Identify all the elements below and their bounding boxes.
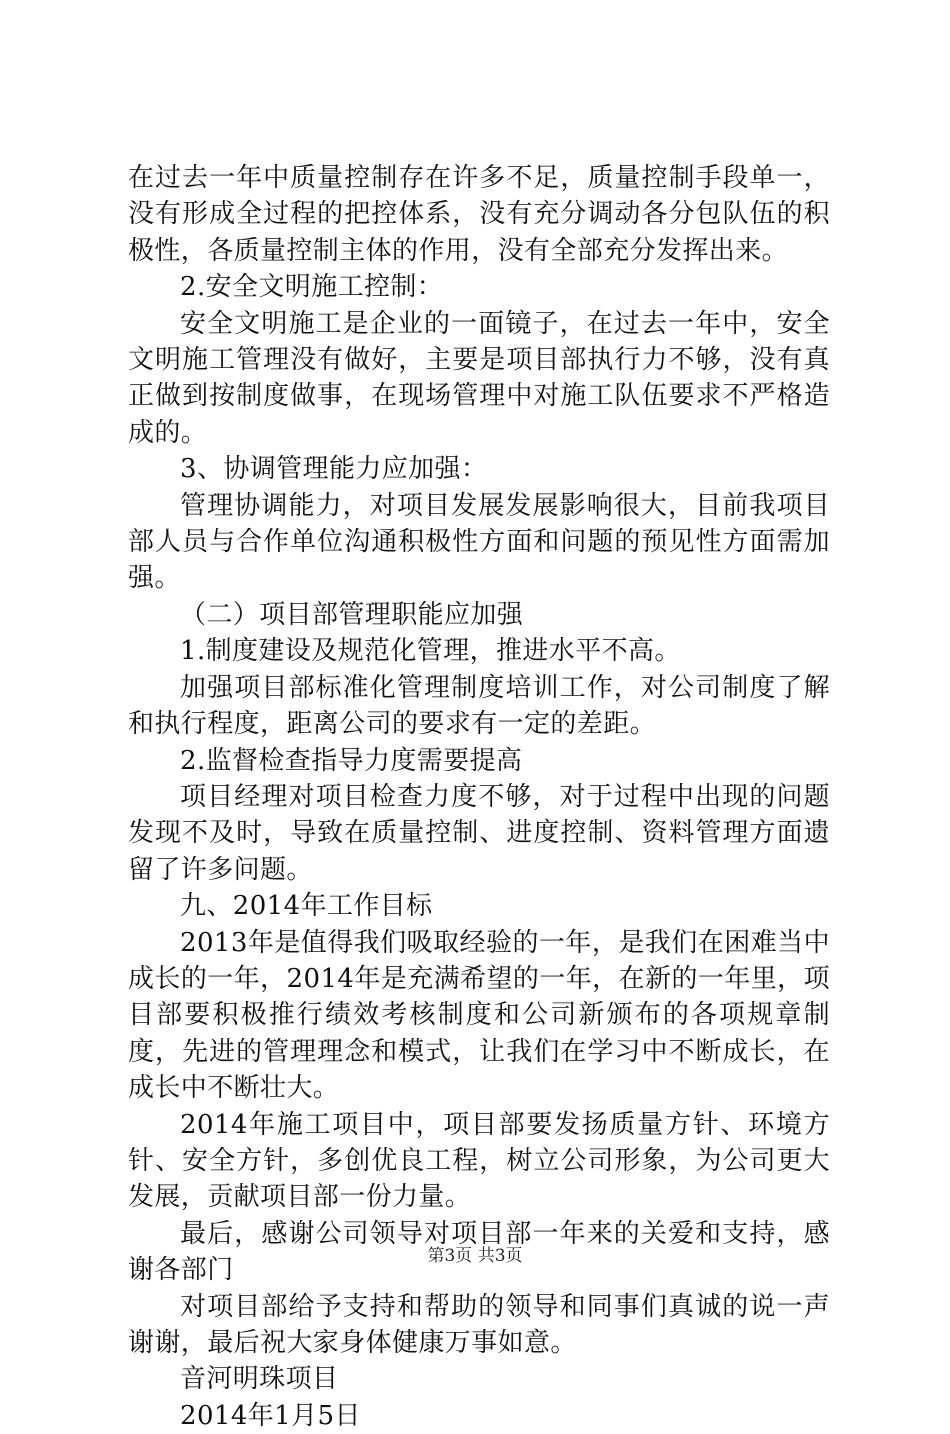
heading-2014-goals: 九、2014年工作目标 xyxy=(180,891,433,922)
paragraph-2013-review: 2013年是值得我们吸取经验的一年，是我们在困难当中成长的一年，2014年是充满希望的一年，在新的一年里，项目部要积极推行绩效考核制度和公司新颁布的各项规章制度，先进的管理理念和模式，让我们在学习中不断成长，在成长中不断壮大。 xyxy=(128,927,830,1104)
paragraph-2014-projects: 2014年施工项目中，项目部要发扬质量方针、环境方针、安全方针，多创优良工程，树立公司形象，为公司更大发展，贡献项目部一份力量。 xyxy=(128,1109,830,1213)
paragraph-system-building: 加强项目部标准化管理制度培训工作，对公司制度了解和执行程度，距离公司的要求有一定的差距。 xyxy=(128,672,830,740)
page-footer: 第3页 共3页 xyxy=(427,1246,523,1266)
paragraph-thanks-leaders: 最后，感谢公司领导对项目部一年来的关爱和支持，感谢各部门 xyxy=(128,1218,830,1286)
paragraph-supervision: 项目经理对项目检查力度不够，对于过程中出现的问题发现不及时，导致在质量控制、进度控制、资料管理方面遗留了许多问题。 xyxy=(128,781,830,885)
paragraph-coordination: 管理协调能力，对项目发展发展影响很大，目前我项目部人员与合作单位沟通积极性方面和问题的预见性方面需加强。 xyxy=(128,490,830,594)
paragraph-quality-control: 在过去一年中质量控制存在许多不足，质量控制手段单一，没有形成全过程的把控体系，没有充分调动各分包队伍的积极性，各质量控制主体的作用，没有全部充分发挥出来。 xyxy=(128,163,830,266)
heading-management-functions: （二）项目部管理职能应加强 xyxy=(180,599,524,630)
heading-coordination: 3、协调管理能力应加强： xyxy=(180,454,488,485)
signature-project-name: 音河明珠项目 xyxy=(180,1364,339,1395)
signature-date: 2014年1月5日 xyxy=(180,1400,361,1431)
paragraph-thanks-colleagues: 对项目部给予支持和帮助的领导和同事们真诚的说一声谢谢，最后祝大家身体健康万事如意。 xyxy=(128,1291,830,1358)
heading-supervision: 2.监督检查指导力度需要提高 xyxy=(180,745,523,776)
paragraph-safety-control: 安全文明施工是企业的一面镜子，在过去一年中，安全文明施工管理没有做好，主要是项目部执行力不够，没有真正做到按制度做事，在现场管理中对施工队伍要求不严格造成的。 xyxy=(128,308,830,448)
heading-safety-control: 2.安全文明施工控制： xyxy=(180,272,444,303)
heading-system-building: 1.制度建设及规范化管理，推进水平不高。 xyxy=(180,636,681,667)
document-body xyxy=(128,160,830,1434)
